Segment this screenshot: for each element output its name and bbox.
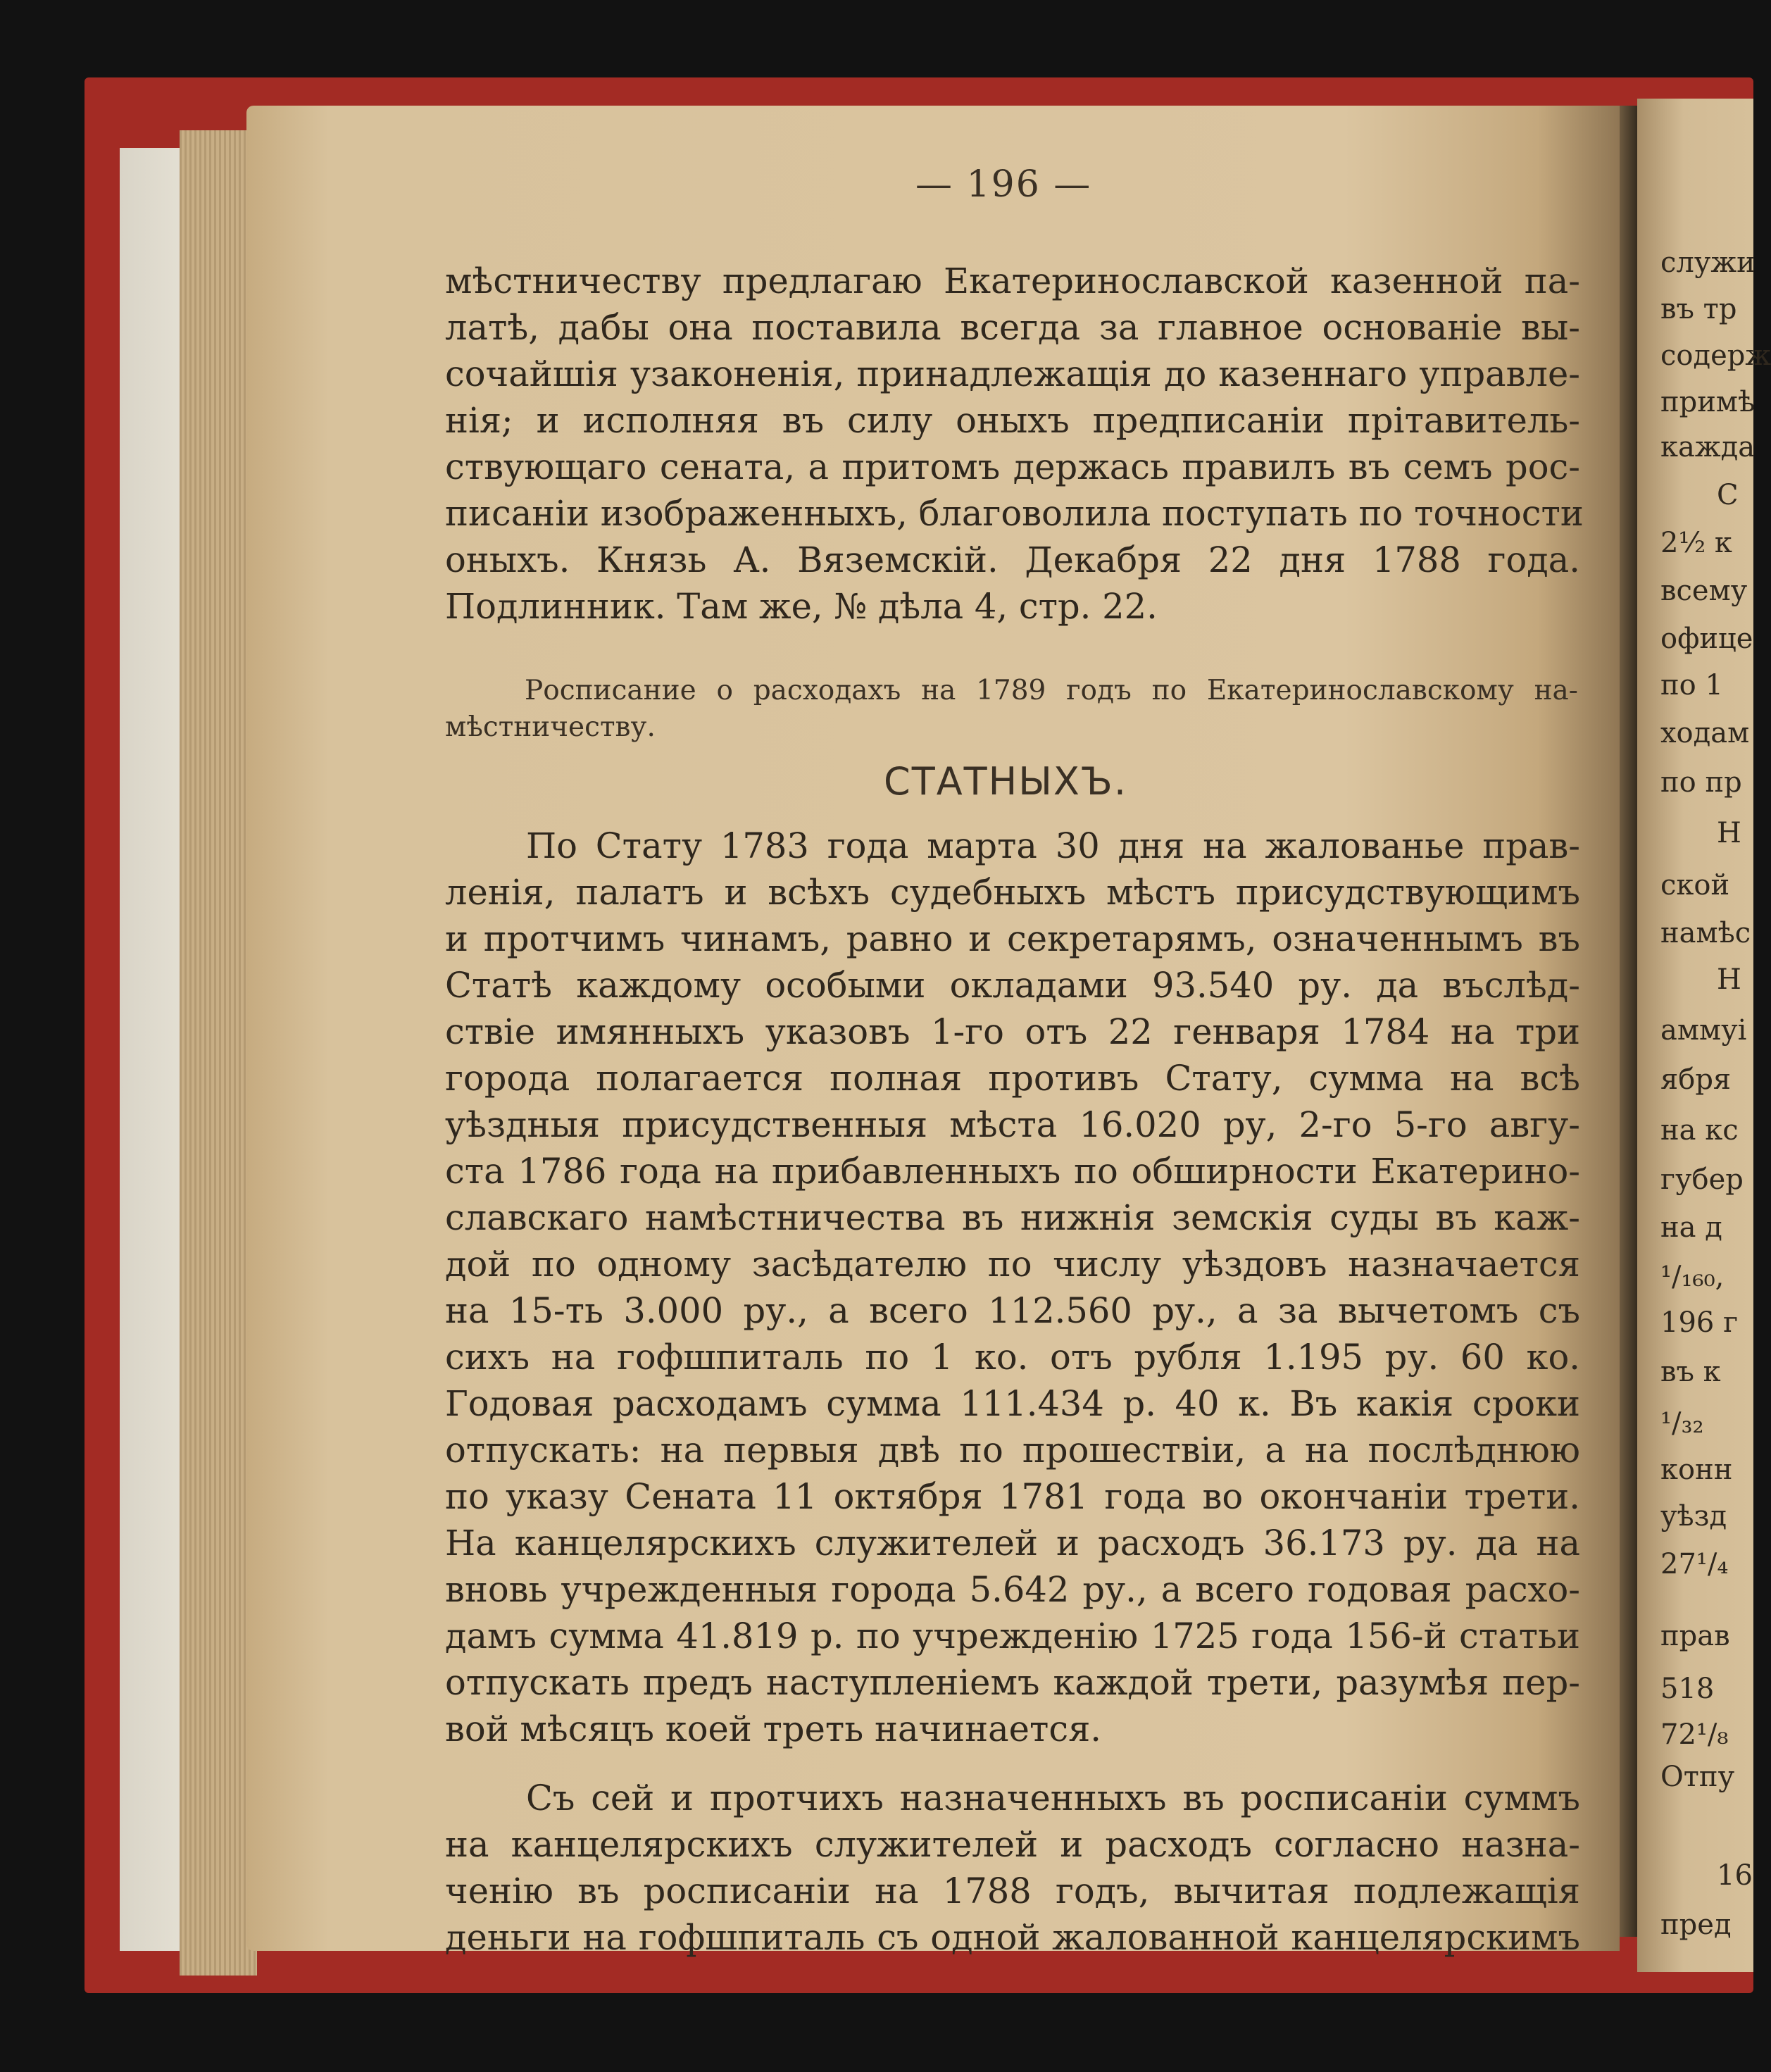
- page-number: — 196 —: [915, 163, 1092, 206]
- right-page-fragment: по 1: [1660, 669, 1723, 701]
- text-line: ста 1786 года на прибавленныхъ по обширности Екатерино-: [445, 1151, 1580, 1192]
- text-line: Съ сей и протчихъ назначенныхъ въ росписаніи суммъ: [526, 1778, 1580, 1818]
- right-page-fragment: Н: [1717, 817, 1741, 849]
- right-page-fragment: аммуі: [1660, 1014, 1747, 1047]
- schedule-caption: [445, 673, 1578, 746]
- text-line: славскаго намѣстничества въ нижнія земскія суды въ каж-: [445, 1197, 1580, 1238]
- right-page-fragment: пред: [1660, 1909, 1732, 1941]
- text-line: на канцелярскихъ служителей и расходъ согласно назна-: [445, 1824, 1580, 1865]
- text-line: Годовая расходамъ сумма 111.434 р. 40 к. Въ какія сроки: [445, 1383, 1580, 1424]
- text-line: нія; и исполняя въ силу оныхъ предписаніи прітавитель-: [445, 400, 1580, 441]
- right-page-fragment: всему: [1660, 575, 1748, 607]
- right-page-fragment: въ к: [1660, 1356, 1721, 1388]
- text-line: ленія, палатъ и всѣхъ судебныхъ мѣстъ присудствующимъ: [445, 872, 1580, 913]
- right-page-fragment: конн: [1660, 1454, 1733, 1486]
- right-page-fragment: ходам: [1660, 717, 1750, 749]
- right-page-fragment: содерж: [1660, 339, 1771, 372]
- right-page-fragment: ¹/₁₆₀,: [1660, 1261, 1725, 1293]
- text-line: Статѣ каждому особыми окладами 93.540 ру. да въслѣд-: [445, 965, 1580, 1006]
- text-line: мѣстничеству предлагаю Екатеринославской казенной па-: [445, 261, 1580, 301]
- right-page-fragment: 72¹/₈: [1660, 1718, 1729, 1751]
- text-line: дой по одному засѣдателю по числу уѣздовъ назначается: [445, 1244, 1580, 1285]
- right-page-fragment: 16: [1717, 1859, 1753, 1892]
- page-edges: [180, 130, 257, 1976]
- right-page-fragment: на кс: [1660, 1114, 1739, 1147]
- text-line: дамъ сумма 41.819 р. по учрежденію 1725 года 156-й статьи: [445, 1616, 1580, 1656]
- right-page-fragment: 196 г: [1660, 1306, 1739, 1339]
- text-line: и протчимъ чинамъ, равно и секретарямъ, означеннымъ въ: [445, 918, 1580, 959]
- right-page-fragment: 27¹/₄: [1660, 1548, 1729, 1580]
- text-line: По Стату 1783 года марта 30 дня на жалованье прав-: [526, 825, 1580, 866]
- text-line: оныхъ. Князь А. Вяземскій. Декабря 22 дня 1788 года.: [445, 539, 1580, 580]
- right-page-fragment: Отпу: [1660, 1761, 1735, 1793]
- text-line: писаніи изображенныхъ, благоволила поступать по точности: [445, 493, 1584, 534]
- paragraph-2: [445, 1775, 1580, 1961]
- text-line: города полагается полная противъ Стату, сумма на всѣ: [445, 1058, 1580, 1099]
- caption-line: Росписание о расходахъ на 1789 годъ по Екатеринославскому на-: [525, 675, 1578, 706]
- text-line: вой мѣсяцъ коей треть начинается.: [445, 1709, 1102, 1749]
- text-line: по указу Сената 11 октября 1781 года во окончаніи трети.: [445, 1476, 1580, 1517]
- right-page-fragment: въ тр: [1660, 293, 1737, 325]
- right-page-fragment: по пр: [1660, 766, 1742, 799]
- text-line: ствующаго сената, а притомъ держась правилъ въ семъ рос-: [445, 447, 1580, 487]
- right-page-fragment: служи: [1660, 246, 1756, 279]
- paragraph-1: [445, 823, 1580, 1752]
- right-page-fragment: Н: [1717, 963, 1741, 996]
- right-page-fragment: примѣ: [1660, 386, 1756, 418]
- right-page-fragment: ября: [1660, 1063, 1732, 1096]
- text-line: уѣздныя присудственныя мѣста 16.020 ру, 2-го 5-го авгу-: [445, 1104, 1580, 1145]
- text-line: вновь учрежденныя города 5.642 ру., а всего годовая расхо-: [445, 1569, 1580, 1610]
- text-line: на 15-ть 3.000 ру., а всего 112.560 ру., а за вычетомъ съ: [445, 1290, 1580, 1331]
- right-page-fragment: ¹/₃₂: [1660, 1407, 1704, 1440]
- text-line: отпускать: на первыя двѣ по прошествіи, а на послѣднюю: [445, 1430, 1580, 1471]
- text-line: отпускать предъ наступленіемъ каждой трети, разумѣя пер-: [445, 1662, 1580, 1703]
- text-line: сочайшія узаконенія, принадлежащія до казеннаго управле-: [445, 354, 1580, 394]
- text-line: ченію въ росписаніи на 1788 годъ, вычитая подлежащія: [445, 1871, 1580, 1911]
- right-page-fragment: 518: [1660, 1673, 1715, 1705]
- caption-line: мѣстничеству.: [445, 711, 656, 743]
- right-page-fragment: С: [1717, 479, 1739, 511]
- right-page-fragment: прав: [1660, 1620, 1730, 1652]
- text-line: латѣ, дабы она поставила всегда за главное основаніе вы-: [445, 307, 1580, 348]
- text-line: деньги на гофшпиталь съ одной жалованной канцелярскимъ: [445, 1917, 1580, 1958]
- section-title: СТАТНЫХЪ.: [884, 759, 1127, 804]
- right-page-fragment: на д: [1660, 1211, 1722, 1244]
- text-line: Подлинник. Там же, № дѣла 4, стр. 22.: [445, 586, 1158, 627]
- text-line: сихъ на гофшпиталь по 1 ко. отъ рубля 1.195 ру. 60 ко.: [445, 1337, 1580, 1378]
- right-page-text: [1660, 246, 1771, 1972]
- right-page-fragment: ской: [1660, 869, 1730, 901]
- right-page-fragment: 2½ к: [1660, 527, 1732, 559]
- text-line: На канцелярскихъ служителей и расходъ 36.173 ру. да на: [445, 1523, 1580, 1564]
- right-page-fragment: намѣс: [1660, 917, 1751, 949]
- right-page-fragment: офице: [1660, 623, 1753, 655]
- right-page-fragment: уѣзд: [1660, 1500, 1727, 1533]
- text-line: ствіе имянныхъ указовъ 1-го отъ 22 генваря 1784 на три: [445, 1011, 1580, 1052]
- intro-text: [445, 258, 1584, 630]
- right-page-fragment: губер: [1660, 1163, 1744, 1196]
- right-page-fragment: каждa: [1660, 431, 1756, 463]
